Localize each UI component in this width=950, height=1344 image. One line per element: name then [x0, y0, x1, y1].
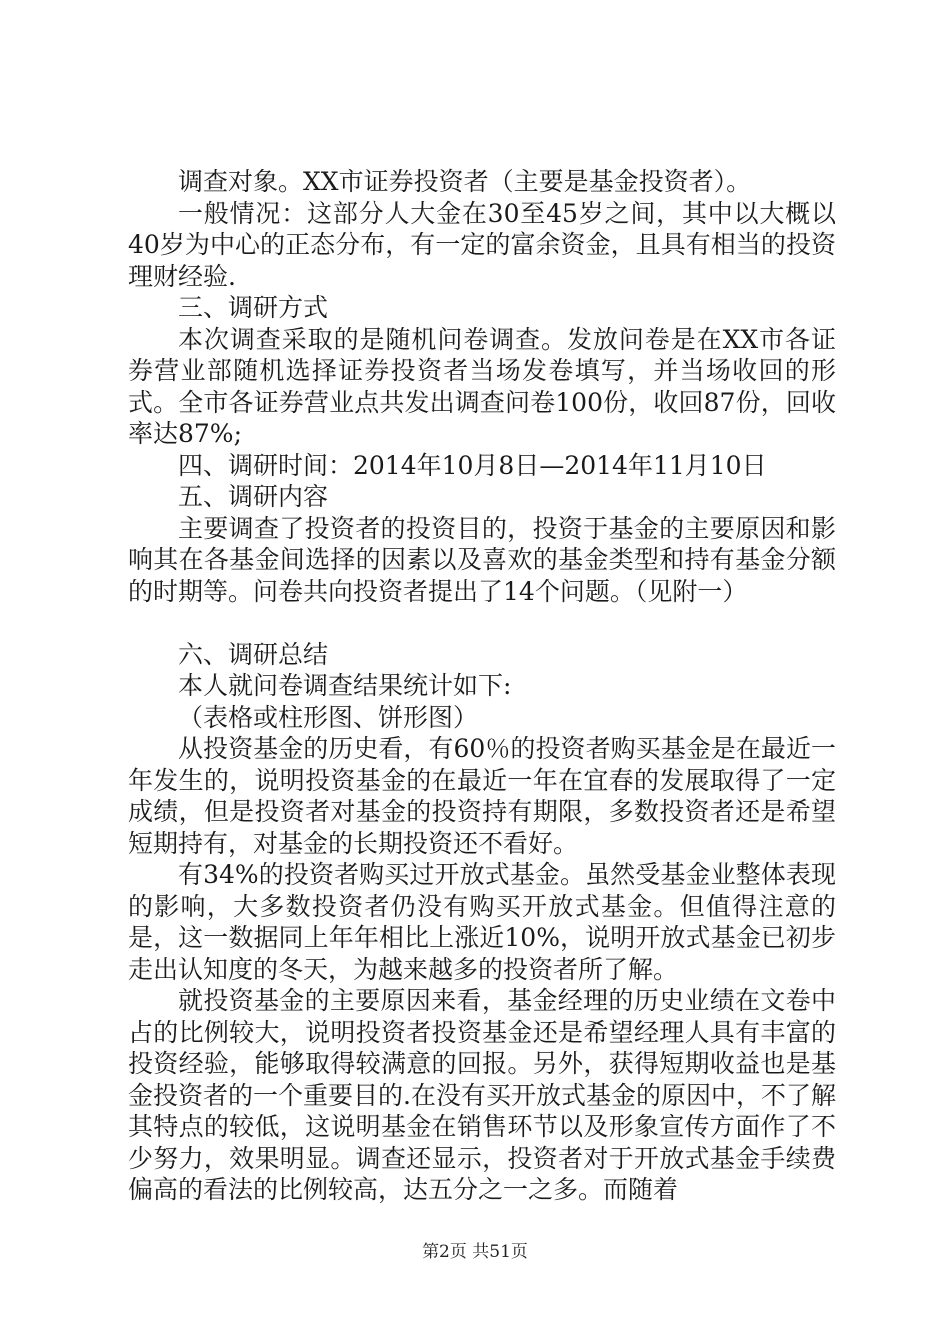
heading-research-summary: 六、调研总结 [178, 639, 329, 669]
paragraph-fund-history: 从投资基金的历史看，有60％的投资者购买基金是在最近一年发生的，说明投资基金的在最近一年在宜春的发展取得了一定成绩，但是投资者对基金的投资持有期限，多数投资者还是希望短期持有，对基金的长期投资还不看好。 [128, 734, 836, 858]
document-body [128, 166, 836, 1206]
paragraph-chart-placeholder: （表格或柱形图、饼形图） [178, 702, 479, 732]
paragraph-survey-object: 调查对象。XX市证券投资者（主要是基金投资者）。 [178, 167, 752, 196]
paragraph-statistics-intro: 本人就问卷调查结果统计如下: [178, 671, 512, 700]
page-footer: 第2页 共51页 [422, 1242, 528, 1262]
blank-line [128, 607, 836, 639]
heading-research-method: 三、调研方式 [178, 293, 329, 322]
heading-research-content: 五、调研内容 [178, 482, 329, 511]
paragraph-main-reasons: 就投资基金的主要原因来看，基金经理的历史业绩在文卷中占的比例较大，说明投资者投资基金还是希望经理人具有丰富的投资经验，能够取得较满意的回报。另外，获得短期收益也是基金投资者的一个重要目的.在没有买开放式基金的原因中，不了解其特点的较低，这说明基金在销售环节以及形象宣传方面作了不少努力，效果明显。调查还显示，投资者对于开放式基金手续费偏高的看法的比例较高，达五分之一之多。而随着 [128, 986, 836, 1204]
paragraph-general-situation: 一般情况：这部分人大金在30至45岁之间，其中以大概以40岁为中心的正态分布，有一定的富余资金，且具有相当的投资理财经验. [128, 198, 836, 291]
heading-research-time: 四、调研时间：2014年10月8日—2014年11月10日 [178, 450, 767, 480]
paragraph-research-method: 本次调查采取的是随机问卷调查。发放问卷是在XX市各证券营业部随机选择证券投资者当场发卷填写，并当场收回的形式。全市各证券营业点共发出调查问卷100份，收回87份，回收率达87%; [128, 324, 836, 448]
paragraph-research-content: 主要调查了投资者的投资目的，投资于基金的主要原因和影响其在各基金间选择的因素以及喜欢的基金类型和持有基金分额的时期等。问卷共向投资者提出了14个问题。（见附一） [128, 513, 836, 606]
paragraph-open-end-fund: 有34%的投资者购买过开放式基金。虽然受基金业整体表现的影响，大多数投资者仍没有购买开放式基金。但值得注意的是，这一数据同上年年相比上涨近10%，说明开放式基金已初步走出认知度的冬天，为越来越多的投资者所了解。 [128, 860, 836, 984]
